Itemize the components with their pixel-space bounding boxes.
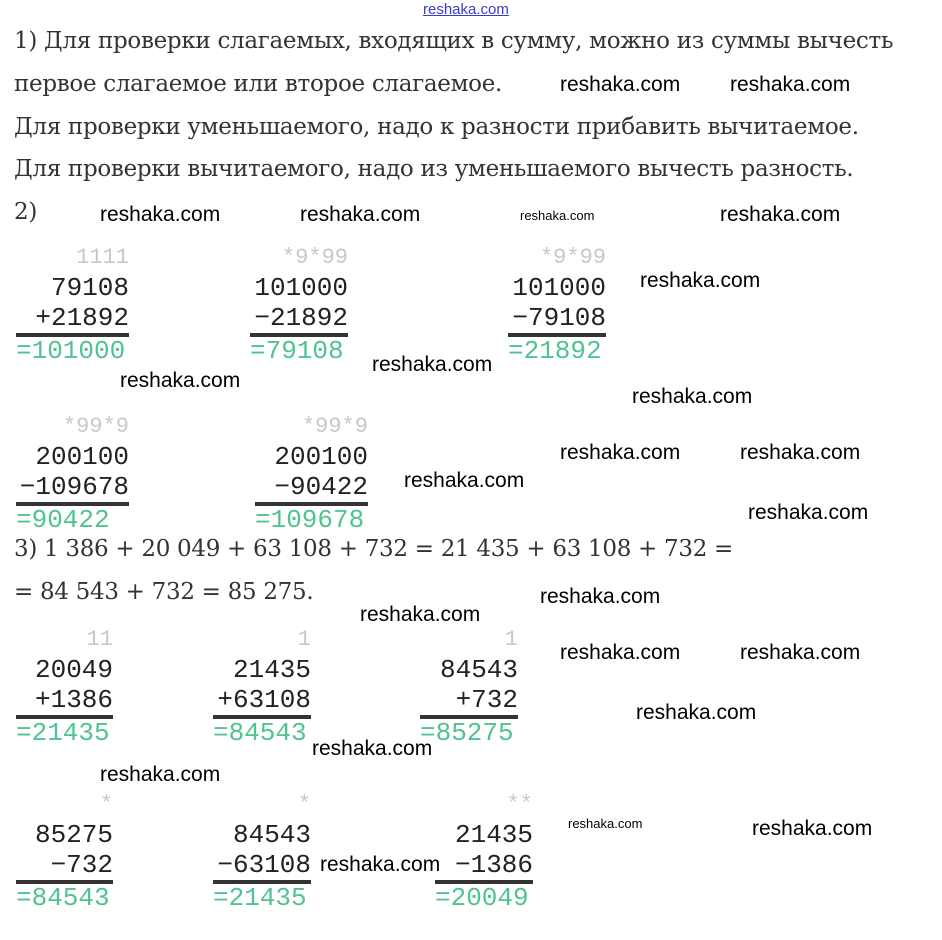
carry-digits: *9*99 <box>539 245 606 270</box>
watermark: reshaka.com <box>568 816 643 831</box>
operand-1: 101000 <box>254 273 348 303</box>
result: =79108 <box>250 336 344 366</box>
result: =21892 <box>508 336 602 366</box>
watermark: reshaka.com <box>100 763 221 786</box>
operand-1: 21435 <box>454 820 533 850</box>
watermark: reshaka.com <box>640 269 761 292</box>
result: =109678 <box>255 505 365 535</box>
column-calculation <box>16 625 113 747</box>
watermark: reshaka.com <box>120 369 241 392</box>
watermark: reshaka.com <box>632 385 753 408</box>
watermark: reshaka.com <box>740 441 861 464</box>
column-calculation <box>420 625 518 747</box>
operand-2: +732 <box>420 685 518 719</box>
carry-digits: 11 <box>86 627 113 652</box>
watermark: reshaka.com <box>560 441 681 464</box>
watermark: reshaka.com <box>520 208 595 223</box>
operand-2: +21892 <box>16 303 129 337</box>
operand-2: −21892 <box>250 303 348 337</box>
watermark: reshaka.com <box>360 603 481 626</box>
operand-2: −109678 <box>16 472 129 506</box>
watermark: reshaka.com <box>730 73 851 96</box>
watermark: reshaka.com <box>540 585 661 608</box>
operand-1: 101000 <box>512 273 606 303</box>
column-calculation <box>508 243 606 365</box>
result: =21435 <box>213 883 307 913</box>
text-line: 1) Для проверки слагаемых, входящих в сумму, можно из суммы вычесть <box>14 28 894 54</box>
result: =101000 <box>16 336 126 366</box>
operand-1: 200100 <box>274 442 368 472</box>
operand-1: 84543 <box>232 820 311 850</box>
operand-2: −90422 <box>255 472 368 506</box>
result: =84543 <box>213 718 307 748</box>
carry-digits: *99*9 <box>301 414 368 439</box>
watermark: reshaka.com <box>372 353 493 376</box>
column-calculation <box>435 790 533 912</box>
watermark: reshaka.com <box>404 469 525 492</box>
text-line: = 84 543 + 732 = 85 275. <box>14 579 314 605</box>
carry-digits: 1111 <box>76 245 129 270</box>
column-calculation <box>16 790 113 912</box>
result: =21435 <box>16 718 110 748</box>
carry-digits: * <box>99 792 113 817</box>
operand-1: 85275 <box>34 820 113 850</box>
operand-2: +63108 <box>213 685 311 719</box>
column-calculation <box>250 243 348 365</box>
watermark: reshaka.com <box>748 501 869 524</box>
watermark: reshaka.com <box>752 817 873 840</box>
column-calculation <box>213 790 311 912</box>
result: =84543 <box>16 883 110 913</box>
text-line: 2) <box>14 199 38 225</box>
operand-2: −732 <box>16 850 113 884</box>
watermark: reshaka.com <box>636 701 757 724</box>
carry-digits: *9*99 <box>281 245 348 270</box>
operand-1: 79108 <box>50 273 129 303</box>
operand-2: −79108 <box>508 303 606 337</box>
watermark: reshaka.com <box>320 853 441 876</box>
carry-digits: ** <box>506 792 533 817</box>
watermark: reshaka.com <box>100 203 221 226</box>
result: =85275 <box>420 718 514 748</box>
operand-2: −1386 <box>435 850 533 884</box>
text-line: первое слагаемое или второе слагаемое. <box>14 71 503 97</box>
carry-digits: 1 <box>297 627 311 652</box>
text-line: Для проверки уменьшаемого, надо к разности прибавить вычитаемое. <box>14 114 859 140</box>
carry-digits: *99*9 <box>62 414 129 439</box>
result: =20049 <box>435 883 529 913</box>
watermark: reshaka.com <box>300 203 421 226</box>
operand-1: 20049 <box>34 655 113 685</box>
column-calculation <box>213 625 311 747</box>
operand-1: 84543 <box>439 655 518 685</box>
carry-digits: 1 <box>504 627 518 652</box>
operand-1: 21435 <box>232 655 311 685</box>
column-calculation <box>255 412 368 534</box>
carry-digits: * <box>297 792 311 817</box>
site-link[interactable]: reshaka.com <box>423 1 509 18</box>
text-line: Для проверки вычитаемого, надо из уменьшаемого вычесть разность. <box>14 156 854 182</box>
operand-1: 200100 <box>35 442 129 472</box>
operand-2: −63108 <box>213 850 311 884</box>
watermark: reshaka.com <box>740 641 861 664</box>
watermark: reshaka.com <box>560 641 681 664</box>
column-calculation <box>16 412 129 534</box>
text-line: 3) 1 386 + 20 049 + 63 108 + 732 = 21 435 + 63 108 + 732 = <box>14 536 734 562</box>
column-calculation <box>16 243 129 365</box>
watermark: reshaka.com <box>720 203 841 226</box>
operand-2: +1386 <box>16 685 113 719</box>
watermark: reshaka.com <box>312 737 433 760</box>
result: =90422 <box>16 505 110 535</box>
watermark: reshaka.com <box>560 73 681 96</box>
